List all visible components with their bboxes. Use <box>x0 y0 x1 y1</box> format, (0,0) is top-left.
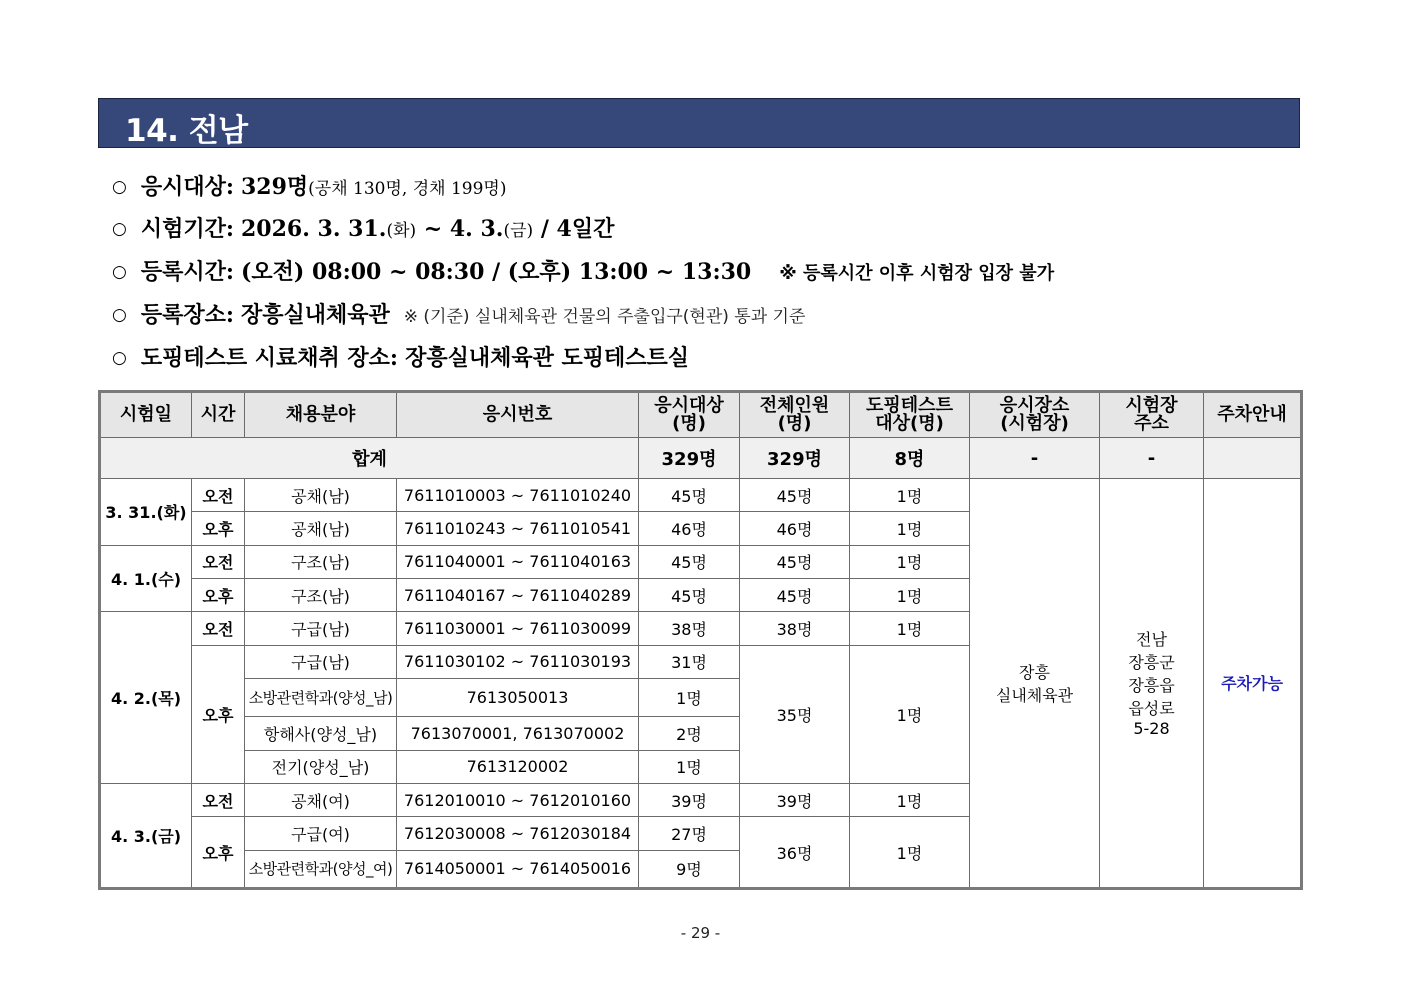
field-cell: 구급(남) <box>245 612 397 645</box>
time-cell: 오전 <box>192 478 245 511</box>
time-cell: 오전 <box>192 783 245 816</box>
header-field: 채용분야 <box>245 392 397 438</box>
total-cell: 45명 <box>740 478 850 511</box>
total-cell: 46명 <box>740 512 850 545</box>
number-cell: 7613050013 <box>397 678 639 716</box>
info-reg-time: ○ 등록시간: (오전) 08:00 ~ 08:30 / (오후) 13:00 ~ 13:30 ※ 등록시간 이후 시험장 입장 불가 <box>112 259 1055 285</box>
time-cell: 오후 <box>192 578 245 611</box>
doping-cell: 1명 <box>850 783 970 816</box>
field-cell: 구급(남) <box>245 645 397 678</box>
reg-time-note: ※ 등록시간 이후 시험장 입장 불가 <box>779 263 1055 284</box>
total-cell: 39명 <box>740 783 850 816</box>
time-cell: 오후 <box>192 817 245 889</box>
total-row <box>100 438 1302 478</box>
doping-cell: 1명 <box>850 478 970 511</box>
header-total: 전체인원 (명) <box>740 392 850 438</box>
total-label: 합계 <box>100 438 639 478</box>
header-number: 응시번호 <box>397 392 639 438</box>
total-doping: 8명 <box>850 438 970 478</box>
number-cell: 7611030001 ~ 7611030099 <box>397 612 639 645</box>
number-cell: 7612030008 ~ 7612030184 <box>397 817 639 850</box>
number-cell: 7611030102 ~ 7611030193 <box>397 645 639 678</box>
number-cell: 7614050001 ~ 7614050016 <box>397 850 639 888</box>
doping-cell: 1명 <box>850 545 970 578</box>
total-parking <box>1204 438 1302 478</box>
total-cell: 45명 <box>740 578 850 611</box>
table-header-row <box>100 392 1302 438</box>
doping-cell: 1명 <box>850 612 970 645</box>
address-cell: 전남 장흥군 장흥읍 읍성로 5-28 <box>1100 478 1204 888</box>
header-parking: 주차안내 <box>1204 392 1302 438</box>
number-cell: 7611010243 ~ 7611010541 <box>397 512 639 545</box>
total-cell: 38명 <box>740 612 850 645</box>
info-target: ○ 응시대상: 329명(공채 130명, 경채 199명) <box>112 174 507 200</box>
field-cell: 소방관련학과(양성_남) <box>245 678 397 716</box>
number-cell: 7613070001, 7613070002 <box>397 717 639 750</box>
time-cell: 오전 <box>192 545 245 578</box>
number-cell: 7611040001 ~ 7611040163 <box>397 545 639 578</box>
number-cell: 7611010003 ~ 7611010240 <box>397 478 639 511</box>
venue-cell: 장흥 실내체육관 <box>970 478 1100 888</box>
applicants-cell: 1명 <box>639 750 740 783</box>
time-cell: 오전 <box>192 612 245 645</box>
header-doping: 도핑테스트 대상(명) <box>850 392 970 438</box>
date-cell: 4. 3.(금) <box>100 783 192 888</box>
info-period: ○ 시험기간: 2026. 3. 31.(화) ~ 4. 3.(금) / 4일간 <box>112 216 615 242</box>
total-cell: 36명 <box>740 817 850 889</box>
doping-cell: 1명 <box>850 645 970 783</box>
total-cell: 45명 <box>740 545 850 578</box>
schedule-table <box>98 390 1303 890</box>
section-title: 14. 전남 <box>125 113 248 149</box>
parking-cell: 주차가능 <box>1204 478 1302 888</box>
total-cell: 35명 <box>740 645 850 783</box>
total-address: - <box>1100 438 1204 478</box>
applicants-cell: 1명 <box>639 678 740 716</box>
reg-place-note: ※ (기준) 실내체육관 건물의 주출입구(현관) 통과 기준 <box>403 307 806 327</box>
doping-cell: 1명 <box>850 817 970 889</box>
applicants-cell: 45명 <box>639 478 740 511</box>
total-applicants: 329명 <box>639 438 740 478</box>
applicants-cell: 27명 <box>639 817 740 850</box>
header-time: 시간 <box>192 392 245 438</box>
applicants-cell: 38명 <box>639 612 740 645</box>
page-number: - 29 - <box>680 924 721 942</box>
field-cell: 구조(남) <box>245 545 397 578</box>
date-cell: 4. 2.(목) <box>100 612 192 784</box>
time-cell: 오후 <box>192 645 245 783</box>
table-row <box>100 478 1302 511</box>
field-cell: 전기(양성_남) <box>245 750 397 783</box>
header-venue: 응시장소 (시험장) <box>970 392 1100 438</box>
number-cell: 7612010010 ~ 7612010160 <box>397 783 639 816</box>
field-cell: 공채(여) <box>245 783 397 816</box>
info-reg-place: ○ 등록장소: 장흥실내체육관 ※ (기준) 실내체육관 건물의 주출입구(현관) 통과 기준 <box>112 302 806 328</box>
applicants-cell: 39명 <box>639 783 740 816</box>
date-cell: 3. 31.(화) <box>100 478 192 545</box>
total-count: 329명 <box>740 438 850 478</box>
applicants-cell: 45명 <box>639 578 740 611</box>
field-cell: 공채(남) <box>245 478 397 511</box>
applicants-cell: 2명 <box>639 717 740 750</box>
doping-cell: 1명 <box>850 512 970 545</box>
doping-cell: 1명 <box>850 578 970 611</box>
section-title-bar <box>98 98 1300 148</box>
field-cell: 구급(여) <box>245 817 397 850</box>
number-cell: 7611040167 ~ 7611040289 <box>397 578 639 611</box>
field-cell: 공채(남) <box>245 512 397 545</box>
applicants-cell: 45명 <box>639 545 740 578</box>
field-cell: 소방관련학과(양성_여) <box>245 850 397 888</box>
applicants-cell: 31명 <box>639 645 740 678</box>
header-applicants: 응시대상 (명) <box>639 392 740 438</box>
applicants-cell: 9명 <box>639 850 740 888</box>
info-doping: ○ 도핑테스트 시료채취 장소: 장흥실내체육관 도핑테스트실 <box>112 345 689 371</box>
field-cell: 구조(남) <box>245 578 397 611</box>
time-cell: 오후 <box>192 512 245 545</box>
header-date: 시험일 <box>100 392 192 438</box>
number-cell: 7613120002 <box>397 750 639 783</box>
total-venue: - <box>970 438 1100 478</box>
header-address: 시험장 주소 <box>1100 392 1204 438</box>
date-cell: 4. 1.(수) <box>100 545 192 612</box>
applicants-cell: 46명 <box>639 512 740 545</box>
field-cell: 항해사(양성_남) <box>245 717 397 750</box>
